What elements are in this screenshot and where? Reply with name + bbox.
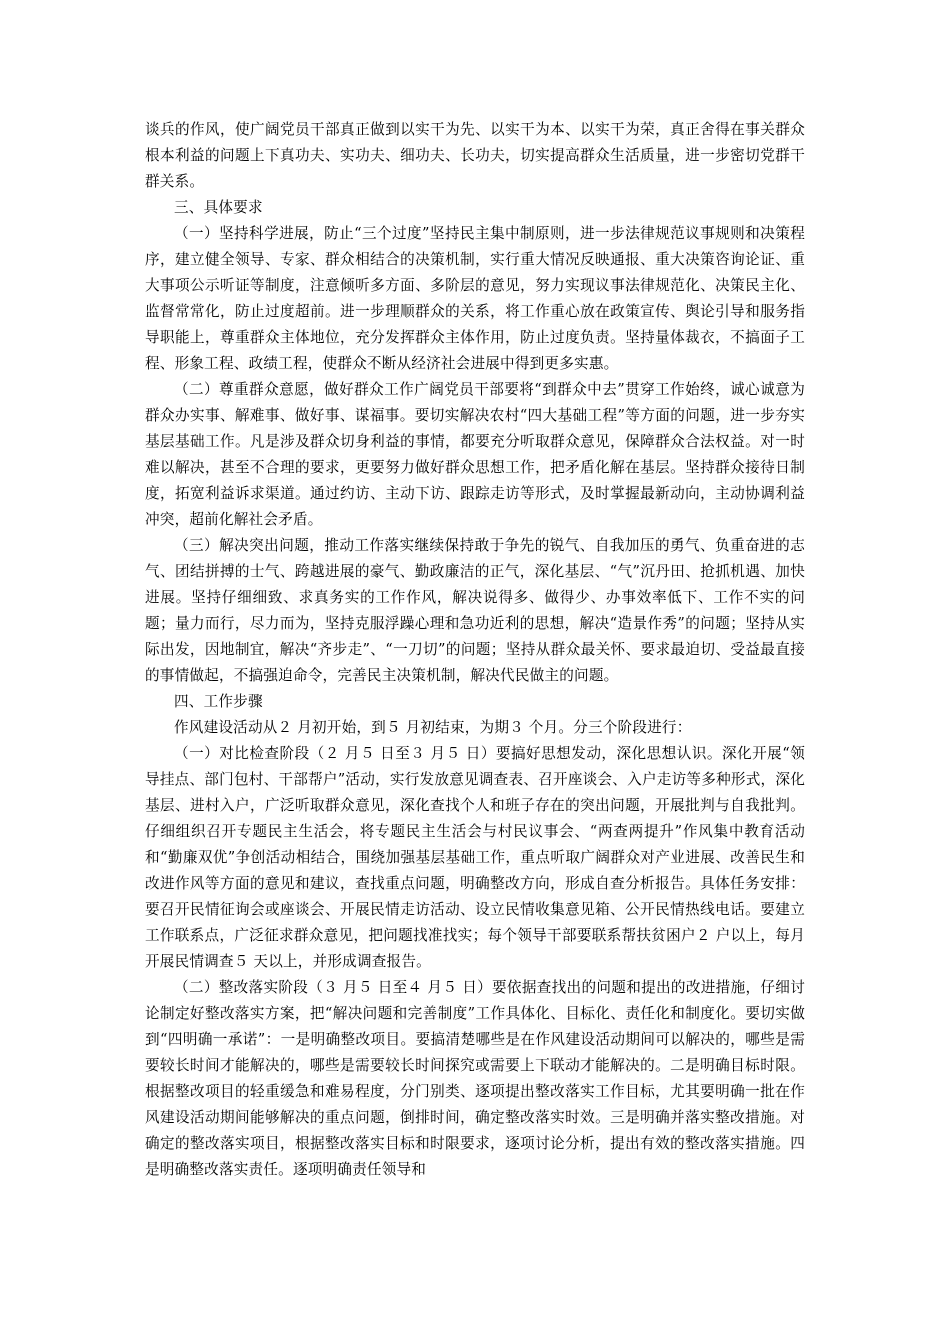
paragraph-step-1: （一）对比检查阶段（２ 月５ 日至３ 月５ 日）要搞好思想发动，深化思想认识。深化开展“领导挂点、部门包村、干部帮户”活动，实行发放意见调查表、召开座谈会、入户走访等多种形式，深化基层、进村入户，广泛听取群众意见，深化查找个人和班子存在的突出问题，开展批判与自我批判。仔细组织召开专题民主生活会，将专题民主生活会与村民议事会、“两查两提升”作风集中教育活动和“勤廉双优”争创活动相结合，围绕加强基层基础工作，重点听取广阔群众对产业进展、改善民生和改进作风等方面的意见和建议，查找重点问题，明确整改方向，形成自查分析报告。具体任务安排：要召开民情征询会或座谈会、开展民情走访活动、设立民情收集意见箱、公开民情热线电话。要建立工作联系点，广泛征求群众意见，把问题找准找实；每个领导干部要联系帮扶贫困户２ 户以上，每月开展民情调查５ 天以上，并形成调查报告。 — [145, 745, 805, 970]
paragraph-step-2: （二）整改落实阶段（３ 月５ 日至４ 月５ 日）要依据查找出的问题和提出的改进措施，仔细讨论制定好整改落实方案，把“解决问题和完善制度”工作具体化、目标化、责任化和制度化。要切实做到“四明确一承诺”：一是明确整改项目。要搞清楚哪些是在作风建设活动期间可以解决的，哪些是需要较长时间才能解决的，哪些是需要较长时间探究或需要上下联动才能解决的。二是明确目标时限。根据整改项目的轻重缓急和难易程度，分门别类、逐项提出整改落实工作目标，尤其要明确一批在作风建设活动期间能够解决的重点问题，倒排时间，确定整改落实时效。三是明确并落实整改措施。对确定的整改落实项目，根据整改落实目标和时限要求，逐项讨论分析，提出有效的整改落实措施。四是明确整改落实责任。逐项明确责任领导和 — [145, 979, 805, 1178]
paragraph-intro-continuation: 谈兵的作风，使广阔党员干部真正做到以实干为先、以实干为本、以实干为荣，真正舍得在事关群众根本利益的问题上下真功夫、实功夫、细功夫、长功夫，切实提高群众生活质量，进一步密切党群干群关系。 — [145, 121, 805, 190]
paragraph-requirement-3: （三）解决突出问题，推动工作落实继续保持敢于争先的锐气、自我加压的勇气、负重奋进的志气、团结拼搏的士气、跨越进展的豪气、勤政廉洁的正气，深化基层、“气”沉丹田、抢抓机遇、加快进展。坚持仔细细致、求真务实的工作作风，解决说得多、做得少、办事效率低下、工作不实的问题；量力而行，尽力而为，坚持克服浮躁心理和急功近利的思想，解决“造景作秀”的问题；坚持从实际出发，因地制宜，解决“齐步走”、“一刀切”的问题；坚持从群众最关怀、要求最迫切、受益最直接的事情做起，不搞强迫命令，完善民主决策机制，解决代民做主的问题。 — [145, 537, 805, 684]
paragraph-steps-overview: 作风建设活动从２ 月初开始，到５ 月初结束，为期３ 个月。分三个阶段进行： — [174, 719, 692, 736]
section-heading-specific-requirements: 三、具体要求 — [174, 199, 263, 216]
section-heading-work-steps: 四、工作步骤 — [174, 693, 263, 710]
paragraph-requirement-2: （二）尊重群众意愿，做好群众工作广阔党员干部要将“到群众中去”贯穿工作始终，诚心诚意为群众办实事、解难事、做好事、谋福事。要切实解决农村“四大基础工程”等方面的问题，进一步夯实基层基础工作。凡是涉及群众切身利益的事情，都要充分听取群众意见，保障群众合法权益。对一时难以解决，甚至不合理的要求，更要努力做好群众思想工作，把矛盾化解在基层。坚持群众接待日制度，拓宽利益诉求渠道。通过约访、主动下访、跟踪走访等形式，及时掌握最新动向，主动协调利益冲突，超前化解社会矛盾。 — [145, 381, 805, 528]
paragraph-requirement-1: （一）坚持科学进展，防止“三个过度”坚持民主集中制原则，进一步法律规范议事规则和决策程序，建立健全领导、专家、群众相结合的决策机制，实行重大情况反映通报、重大决策咨询论证、重大事项公示听证等制度，注意倾听多方面、多阶层的意见，努力实现议事法律规范化、决策民主化、监督常常化，防止过度超前。进一步理顺群众的关系，将工作重心放在政策宣传、舆论引导和服务指导职能上，尊重群众主体地位，充分发挥群众主体作用，防止过度负责。坚持量体裁衣，不搞面子工程、形象工程、政绩工程，使群众不断从经济社会进展中得到更多实惠。 — [145, 225, 805, 372]
document-page — [145, 117, 805, 1183]
